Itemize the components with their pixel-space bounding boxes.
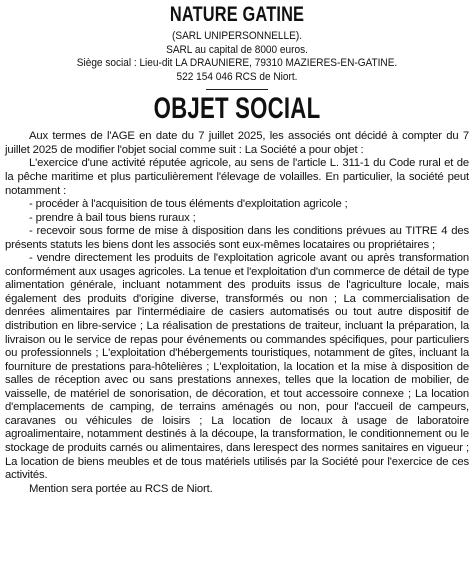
paragraph-intro: Aux termes de l'AGE en date du 7 juillet 2025, les associés ont décidé à compter du 7 juillet 2025 de modifier l'objet social comme suit : La Société a pour objet : bbox=[5, 130, 469, 156]
list-item: - vendre directement les produits de l'exploitation agricole avant ou après transformation conformément aux usages agricoles. La tenue et l'exploitation d'un commerce de détail de type alimentation générale, incluant notamment des produits issus de l'agriculture locale, mais également des produits d'origine diverse, transformés ou non ; La commercialisation de denrées alimentaires par l'intermédiaire de casiers automatisés ou tout autre dispositif de distribution en libre-service ; La réalisation de prestations de traiteur, incluant la préparation, la livraison ou le service de repas pour événements ou commandes spécifiques, pour particuliers ou professionnels ; L'exploitation d'hébergements touristiques, notamment de gîtes, incluant la fourniture de prestations para-hôtelières ; L'exploitation, la location et la mise à disposition de salles de réception avec ou sans prestations annexes, telles que la location de mobilier, de vaisselle, de matériel de sonorisation, de décoration, et tout accessoire connexe ; La location d'emplacements de camping, de terrains aménagés ou non, pour l'accueil de campeurs, caravanes ou véhicules de loisirs ; La location de locaux à usage de laboratoire agroalimentaire, notamment destinés à la découpe, la transformation, le conditionnement ou le stockage de produits carnés ou alimentaires, dans lerespect des normes sanitaires en vigueur ; La location de biens meubles et de tous matériels utilisés par la Société pour l'exercice de ces activités. bbox=[5, 252, 469, 482]
registered-office: Siège social : Lieu-dit LA DRAUNIERE, 79310 MAZIERES-EN-GATINE. bbox=[76, 57, 398, 70]
list-item: - recevoir sous forme de mise à disposition dans les conditions prévues au TITRE 4 des présents statuts les biens dont les associés sont eux-mêmes locataires ou propriétaires ; bbox=[5, 225, 469, 251]
registration-number: 522 154 046 RCS de Niort. bbox=[176, 70, 298, 83]
section-title: OBJET SOCIAL bbox=[153, 92, 321, 126]
company-name: NATURE GATINE bbox=[169, 3, 305, 26]
list-item: - prendre à bail tous biens ruraux ; bbox=[29, 211, 196, 224]
paragraph-mention: Mention sera portée au RCS de Niort. bbox=[29, 482, 213, 495]
notice-body bbox=[5, 130, 469, 496]
capital: SARL au capital de 8000 euros. bbox=[166, 43, 308, 56]
legal-form: (SARL UNIPERSONNELLE). bbox=[172, 30, 302, 42]
paragraph-activity: L'exercice d'une activité réputée agricole, au sens de l'article L. 311-1 du Code rural et de la pêche maritime et plus particulièrement l'élevage de volailles. En particulier, la société peut notamment : bbox=[5, 157, 469, 197]
divider bbox=[206, 89, 268, 90]
list-item: - procéder à l'acquisition de tous éléments d'exploitation agricole ; bbox=[29, 198, 348, 211]
company-details bbox=[28, 30, 446, 84]
